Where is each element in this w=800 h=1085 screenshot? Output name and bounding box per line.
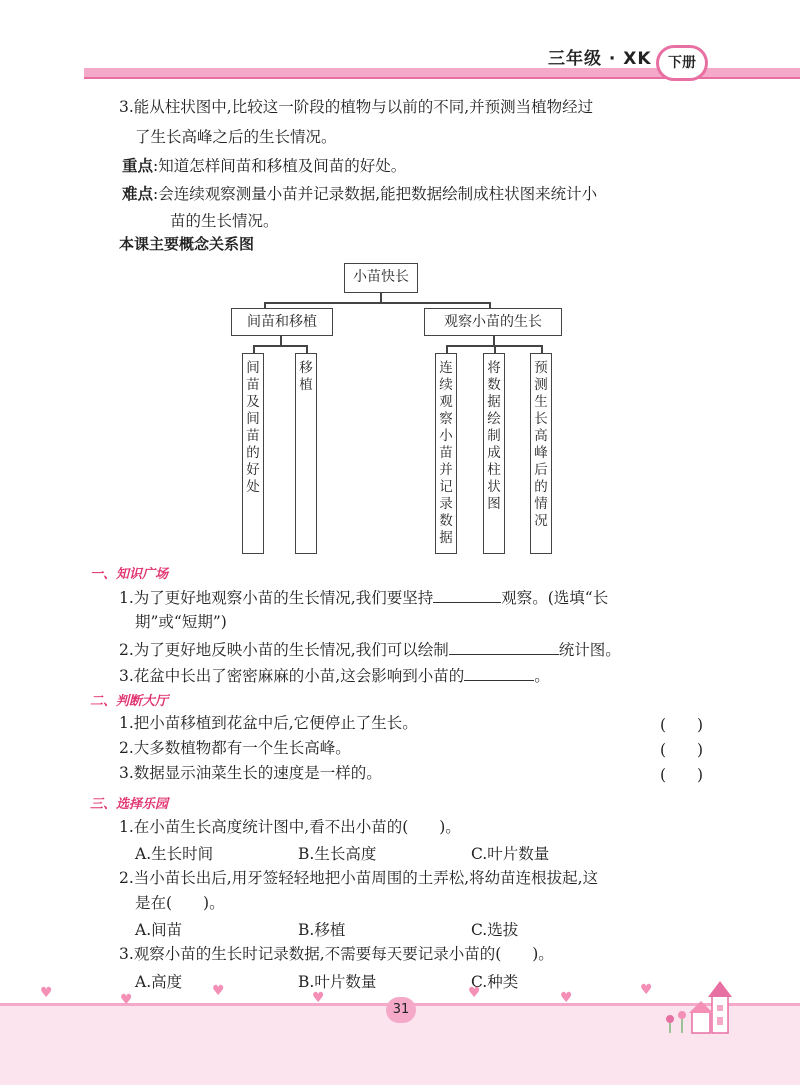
s3-q2-option-b[interactable]: B.移植: [298, 921, 346, 939]
concept-leaf-record-data: 连 续 观 察 小 苗 并 记 录 数 据: [435, 353, 457, 554]
section-knowledge-title: 一、知识广场: [90, 567, 169, 582]
s2-q3-answer-paren[interactable]: ( ): [660, 766, 704, 784]
tower-house-icon: [660, 975, 750, 1035]
concept-branch-right-box: 观察小苗的生长: [424, 308, 562, 336]
concept-branch-left-box: 间苗和移植: [231, 308, 333, 336]
s2-question-2: 2.大多数植物都有一个生长高峰。: [119, 739, 351, 757]
heart-icon: ♥: [468, 985, 481, 1001]
s2-q2-answer-paren[interactable]: ( ): [660, 741, 704, 759]
objective-3-line1: 3.能从柱状图中,比较这一阶段的植物与以前的不同,并预测当植物经过: [119, 98, 594, 116]
s1-q3-text-a: 3.花盆中长出了密密麻麻的小苗,这会影响到小苗的: [119, 667, 465, 685]
s2-question-3: 3.数据显示油菜生长的速度是一样的。: [119, 764, 382, 782]
key-point: [122, 156, 406, 176]
s3-q1-option-a[interactable]: A.生长时间: [135, 845, 214, 863]
difficulty-point: [122, 184, 597, 204]
heart-icon: ♥: [312, 990, 325, 1006]
s1-q1-text-b: 观察。(选填“长: [501, 589, 609, 607]
heart-icon: ♥: [120, 992, 133, 1008]
s1-question-3: [119, 664, 550, 686]
heart-icon: ♥: [640, 982, 653, 998]
concept-map-heading: 本课主要概念关系图: [119, 235, 255, 253]
s3-question-2-line1: 2.当小苗长出后,用牙签轻轻地把小苗周围的土弄松,将幼苗连根拔起,这: [119, 869, 599, 887]
s1-q1-text-a: 1.为了更好地观察小苗的生长情况,我们要坚持: [119, 589, 434, 607]
concept-leaf-bar-chart: 将 数 据 绘 制 成 柱 状 图: [483, 353, 505, 554]
s1-q3-blank[interactable]: [464, 664, 534, 681]
connector: [253, 345, 307, 347]
section-judgement-title: 二、判断大厅: [90, 694, 169, 709]
connector: [264, 302, 490, 304]
s3-q3-option-b[interactable]: B.叶片数量: [298, 973, 377, 991]
difficulty-label: 难点: [122, 185, 154, 203]
difficulty-text-line2: 苗的生长情况。: [170, 212, 279, 230]
concept-leaf-thinning-benefits: 间 苗 及 间 苗 的 好 处: [242, 353, 264, 554]
volume-badge: 下册: [656, 45, 708, 81]
s3-q2-option-a[interactable]: A.间苗: [135, 921, 183, 939]
heart-icon: ♥: [560, 990, 573, 1006]
section-choice-title: 三、选择乐园: [90, 797, 169, 812]
s1-q3-text-b: 。: [534, 667, 550, 685]
heart-icon: ♥: [40, 985, 53, 1001]
s3-question-2-line2: 是在( )。: [135, 894, 225, 912]
s3-q3-option-c[interactable]: C.种类: [471, 973, 519, 991]
s1-q1-blank[interactable]: [433, 586, 501, 603]
objective-3-line2: 了生长高峰之后的生长情况。: [135, 128, 337, 146]
concept-root-box: 小苗快长: [344, 263, 418, 293]
heart-icon: ♥: [212, 983, 225, 999]
s3-question-3: 3.观察小苗的生长时记录数据,不需要每天要记录小苗的( )。: [119, 945, 554, 963]
concept-leaf-transplant: 移 植: [295, 353, 317, 554]
s3-q3-option-a[interactable]: A.高度: [135, 973, 183, 991]
s3-q1-option-b[interactable]: B.生长高度: [298, 845, 377, 863]
key-point-text: :知道怎样间苗和移植及间苗的好处。: [153, 157, 407, 175]
key-point-label: 重点: [122, 157, 154, 175]
s1-q2-text-a: 2.为了更好地反映小苗的生长情况,我们可以绘制: [119, 641, 449, 659]
s3-q1-option-c[interactable]: C.叶片数量: [471, 845, 550, 863]
grade-label: 三年级 · XK: [548, 49, 652, 69]
s2-q1-answer-paren[interactable]: ( ): [660, 716, 704, 734]
s3-q2-option-c[interactable]: C.选拔: [471, 921, 519, 939]
s3-question-1: 1.在小苗生长高度统计图中,看不出小苗的( )。: [119, 818, 461, 836]
s1-question-2: [119, 638, 621, 660]
difficulty-text-line1: :会连续观察测量小苗并记录数据,能把数据绘制成柱状图来统计小: [153, 185, 598, 203]
concept-leaf-predict-peak: 预 测 生 长 高 峰 后 的 情 况: [530, 353, 552, 554]
s1-q2-blank[interactable]: [449, 638, 559, 655]
s1-q2-text-b: 统计图。: [558, 641, 621, 659]
s1-question-1: [119, 586, 608, 608]
page-number: 31: [386, 997, 416, 1023]
s2-question-1: 1.把小苗移植到花盆中后,它便停止了生长。: [119, 714, 418, 732]
s1-q1-text-c: 期”或“短期”): [135, 613, 227, 631]
